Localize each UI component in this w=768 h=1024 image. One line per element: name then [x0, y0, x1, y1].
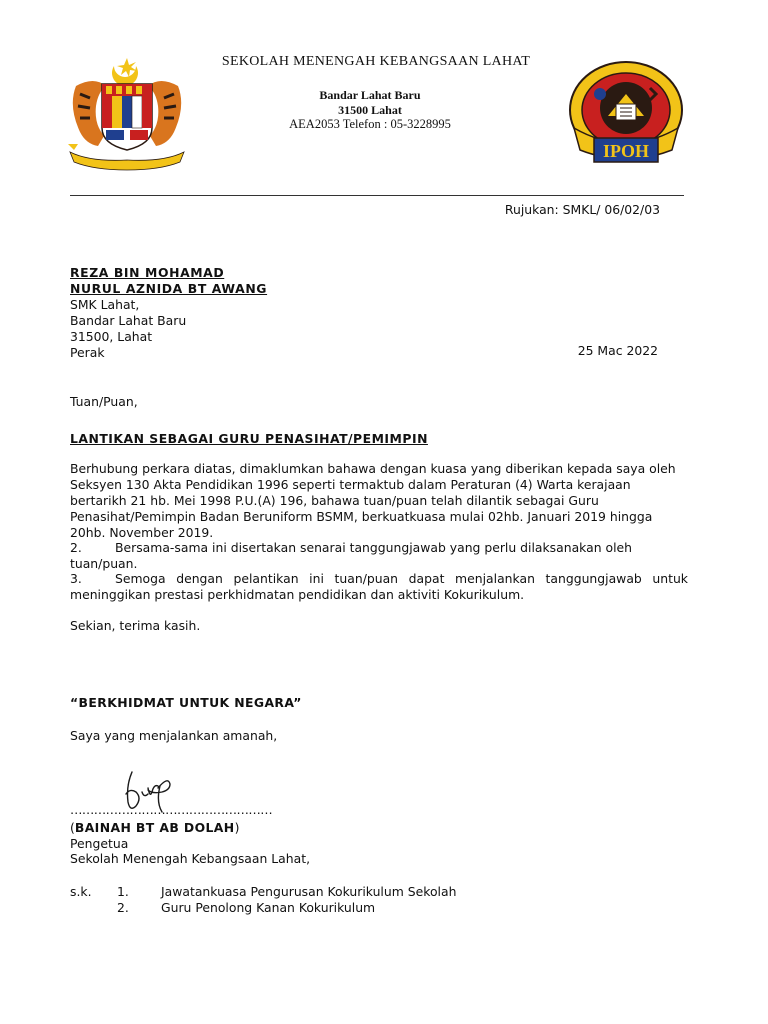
paragraph-number: 3. [70, 571, 82, 586]
signer-title: Pengetua [70, 836, 129, 851]
signer-organisation: Sekolah Menengah Kebangsaan Lahat, [70, 851, 311, 866]
paragraph-number: 2. [70, 540, 82, 555]
recipient-address-line: Perak [70, 345, 105, 360]
address-line-1: Bandar Lahat Baru [319, 88, 421, 102]
address-phone-line: AEA2053 Telefon : 05-3228995 [289, 117, 451, 131]
paragraph-1: Berhubung perkara diatas, dimaklumkan bahawa dengan kuasa yang diberikan kepada saya oleh Seksyen 130 Akta Pendidikan 1996 seperti termaktub dalam Peraturan (4) Warta kerajaan bertarikh 21 hb. Mei 1998 P.U.(A) 196, bahawa tuan/puan telah dilantik sebagai Guru Penasihat/Pemimpin Badan Beruniform BSMM, berkuatkuasa mulai 02hb. Januari 2019 hingga 20hb. November 2019. [70, 461, 676, 540]
letter-subject: LANTIKAN SEBAGAI GURU PENASIHAT/PEMIMPIN [70, 431, 428, 446]
paragraph-2-text: Bersama-sama ini disertakan senarai tanggungjawab yang perlu dilaksanakan oleh tuan/puan. [70, 540, 633, 571]
reference-number: Rujukan: SMKL/ 06/02/03 [504, 202, 660, 217]
copy-item-number: 2. [117, 900, 129, 915]
recipient-name-1: REZA BIN MOHAMAD [70, 265, 225, 280]
letterhead-divider [70, 195, 684, 196]
copy-item-text: Jawatankuasa Pengurusan Kokurikulum Sekolah [161, 884, 457, 899]
signature-line: …………………………………………… [70, 802, 273, 817]
recipient-address-line: 31500, Lahat [70, 329, 153, 344]
closing-remark: Sekian, terima kasih. [70, 618, 201, 633]
recipient-block [70, 265, 267, 361]
address-line-2: 31500 Lahat [338, 103, 402, 117]
copy-item-number: 1. [117, 884, 129, 899]
paragraph-3-text: Semoga dengan pelantikan ini tuan/puan dapat menjalankan tanggungjawab untuk meninggikan prestasi perkhidmatan pendidikan dan aktiviti Kokurikulum. [70, 571, 688, 602]
paragraph-2 [70, 540, 688, 572]
copy-item-text: Guru Penolong Kanan Kokurikulum [161, 900, 376, 915]
crest-ipoh-text: IPOH [602, 141, 650, 161]
copy-label: s.k. [70, 884, 92, 899]
salutation: Tuan/Puan, [70, 394, 138, 409]
recipient-address-line: Bandar Lahat Baru [70, 313, 187, 328]
letter-date: 25 Mac 2022 [577, 343, 658, 358]
signer-name-line [70, 820, 239, 836]
closing-line: Saya yang menjalankan amanah, [70, 728, 278, 743]
motto: “BERKHIDMAT UNTUK NEGARA” [70, 695, 302, 710]
paragraph-3 [70, 571, 688, 603]
signer-name: BAINAH BT AB DOLAH [74, 820, 235, 835]
signer-close-paren: ) [234, 820, 240, 835]
recipient-name-2: NURUL AZNIDA BT AWANG [70, 281, 268, 296]
signer-open-paren: ( [70, 820, 75, 835]
recipient-address-line: SMK Lahat, [70, 297, 140, 312]
school-name-heading: SEKOLAH MENENGAH KEBANGSAAN LAHAT [221, 54, 531, 69]
